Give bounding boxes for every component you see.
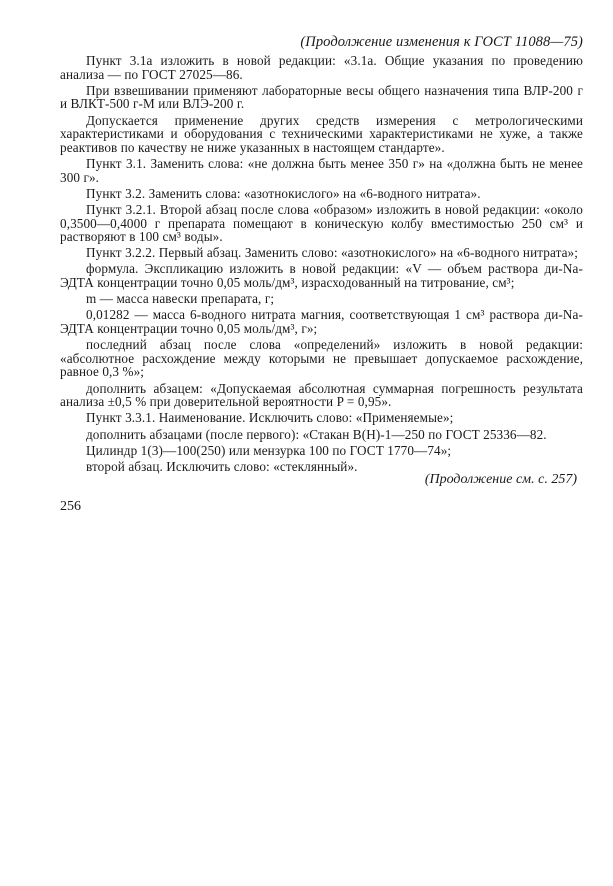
paragraph: дополнить абзацем: «Допускаемая абсолютная суммарная погрешность результата анализа ±0,5 % при доверительной вероятности P = 0,95». bbox=[60, 380, 583, 410]
paragraph: дополнить абзацами (после первого): «Стакан В(Н)-1—250 по ГОСТ 25336—82. bbox=[86, 426, 547, 442]
running-header: (Продолжение изменения к ГОСТ 11088—75) bbox=[300, 34, 583, 50]
paragraph: Пункт 3.2.2. Первый абзац. Заменить слово: «азотнокислого» на «6-водного нитрата»; bbox=[86, 245, 579, 261]
continuation-note: (Продолжение см. с. 257) bbox=[424, 472, 577, 487]
document-body bbox=[60, 54, 583, 476]
paragraph: Допускается применение других средств измерения с метрологическими характеристиками и оборудования с техническими характеристиками не хуже, а также реактивов по качеству не ниже указанных в настоящем стандарте». bbox=[60, 112, 583, 155]
paragraph: второй абзац. Исключить слово: «стеклянный». bbox=[86, 458, 358, 474]
paragraph: При взвешивании применяют лабораторные весы общего назначения типа ВЛР-200 г и ВЛКТ-500 г-М или ВЛЭ-200 г. bbox=[60, 82, 583, 112]
paragraph: формула. Экспликацию изложить в новой редакции: «V — объем раствора ди-Na-ЭДТА концентрации точно 0,05 моль/дм³, израсходованный на титрование, см³; bbox=[60, 261, 583, 291]
paragraph: Пункт 3.2.1. Второй абзац после слова «образом» изложить в новой редакции: «около 0,3500—0,4000 г препарата помещают в коническую колбу вместимостью 250 см³ и растворяют в 100 см³ воды». bbox=[60, 201, 583, 245]
paragraph: Цилиндр 1(3)—100(250) или мензурка 100 по ГОСТ 1770—74»; bbox=[86, 442, 452, 458]
paragraph: 0,01282 — масса 6-водного нитрата магния, соответствующая 1 см³ раствора ди-Na-ЭДТА концентрации точно 0,05 моль/дм³, г»; bbox=[60, 307, 583, 337]
paragraph: m — масса навески препарата, г; bbox=[86, 291, 275, 307]
paragraph: Пункт 3.1. Заменить слова: «не должна быть менее 350 г» на «должна быть не менее 300 г». bbox=[60, 155, 583, 185]
paragraph: Пункт 3.1а изложить в новой редакции: «3.1а. Общие указания по проведению анализа — по ГОСТ 27025—86. bbox=[60, 53, 583, 82]
paragraph: Пункт 3.3.1. Наименование. Исключить слово: «Применяемые»; bbox=[86, 410, 454, 426]
paragraph: Пункт 3.2. Заменить слова: «азотнокислого» на «6-водного нитрата». bbox=[86, 185, 481, 201]
page-number: 256 bbox=[60, 499, 81, 514]
paragraph: последний абзац после слова «определений» изложить в новой редакции: «абсолютное расхождение между которыми не превышает допускаемое расхождение, равное 0,3 %»; bbox=[60, 337, 583, 380]
